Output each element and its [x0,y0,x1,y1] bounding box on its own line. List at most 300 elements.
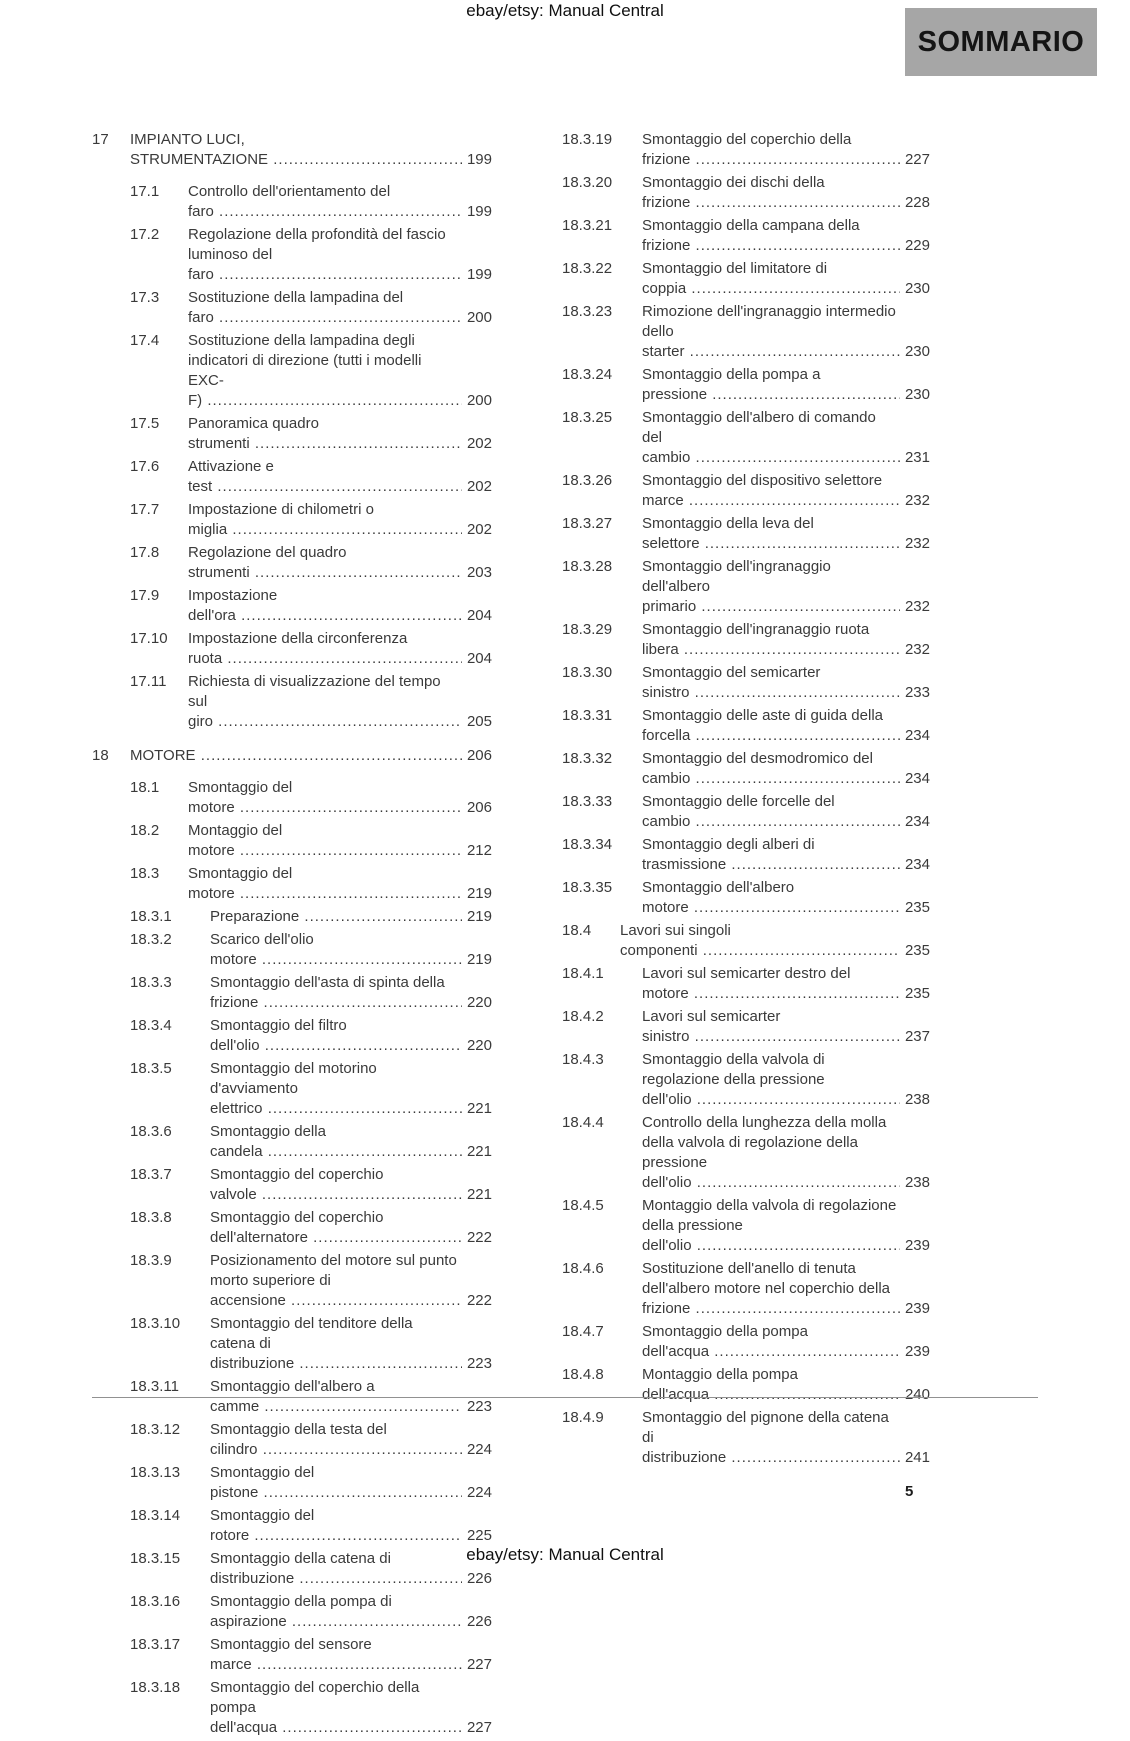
toc-entry-page: 239 [900,1342,930,1362]
toc-entry-page: 225 [462,1526,492,1546]
toc-entry-page: 204 [462,649,492,669]
toc-entry [524,792,930,832]
toc-entry-number: 18.3.1 [130,908,172,925]
toc-entry-title: Posizionamento del motore sul punto morto superiore di accensione ..... [210,1252,492,1309]
toc-entry-page: 221 [462,1099,492,1119]
toc-entry-title: Scarico dell'olio motore ..... [210,931,492,968]
toc-entry-body [188,543,492,583]
toc-entry-number: 18.3.10 [130,1315,181,1332]
toc-entry-body [210,907,492,927]
toc-entry-page: 234 [900,726,930,746]
toc-entry-number: 18.3.30 [562,664,613,681]
toc-entry-page: 234 [900,812,930,832]
toc-entry-body [642,471,930,511]
toc-entry-body [642,1050,930,1110]
toc-entry [524,1007,930,1047]
toc-entry-title: Smontaggio del motorino d'avviamento elettrico ..... [210,1060,492,1117]
toc-entry-page: 205 [462,712,492,732]
toc-entry-body [642,130,930,170]
toc-entry-title: Smontaggio della campana della frizione ..... [642,217,930,254]
toc-entry-page: 227 [462,1718,492,1738]
toc-entry-title: MOTORE ..... [130,747,492,764]
toc-entry-number: 18.1 [130,779,160,796]
toc-entry-number: 18.3.7 [130,1166,172,1183]
toc-entry-number: 17.4 [130,332,160,349]
toc-entry-page: 233 [900,683,930,703]
toc-entry [92,1592,492,1632]
toc-entry-page: 206 [462,798,492,818]
toc-entry [524,1322,930,1362]
toc-entry [524,259,930,299]
toc-entry [524,620,930,660]
toc-entry-number: 18.3.2 [130,931,172,948]
toc-entry [92,1420,492,1460]
toc-entry-number: 18.4.6 [562,1260,604,1277]
toc-entry-number: 17.10 [130,630,168,647]
toc-entry-body [642,1365,930,1405]
toc-entry-title: Attivazione e test ..... [188,458,492,495]
toc-entry-page: 230 [900,385,930,405]
toc-entry-title: Smontaggio dell'ingranaggio ruota libera ..... [642,621,930,658]
toc-entry [92,1208,492,1248]
toc-entry-page: 224 [462,1483,492,1503]
toc-entry-body [642,878,930,918]
toc-entry-number: 18.3.6 [130,1123,172,1140]
toc-entry-number: 18.4.5 [562,1197,604,1214]
toc-entry [524,1365,930,1405]
toc-entry-title: Smontaggio dell'ingranaggio dell'albero primario ..... [642,558,930,615]
toc-entry-page: 229 [900,236,930,256]
toc-entry [92,1314,492,1374]
toc-entry-number: 18.3.11 [130,1378,179,1395]
toc-entry [92,586,492,626]
toc-entry-body [642,173,930,213]
toc-entry-page: 221 [462,1142,492,1162]
toc-entry [92,1635,492,1675]
toc-entry-title: Smontaggio del pignone della catena di distribuzione ..... [642,1409,930,1466]
toc-entry-body [188,586,492,626]
toc-entry-title: Preparazione ..... [210,908,492,925]
toc-entry-title: Impostazione della circonferenza ruota ..... [188,630,492,667]
toc-entry-page: 234 [900,855,930,875]
toc-entry [92,331,492,411]
toc-entry-number: 18.3.16 [130,1593,181,1610]
toc-entry-number: 18.3.8 [130,1209,172,1226]
toc-entry-number: 18.4 [562,922,592,939]
toc-entry-title: Controllo della lunghezza della molla della valvola di regolazione della pressione dell'olio ..... [642,1114,930,1191]
toc-entry-title: Smontaggio del rotore ..... [210,1507,492,1544]
toc-entry [92,1463,492,1503]
footer-divider [92,1397,1038,1398]
toc-entry-body [642,835,930,875]
toc-entry-number: 18.3.35 [562,879,613,896]
toc-entry [92,864,492,904]
toc-entry-title: Panoramica quadro strumenti ..... [188,415,492,452]
toc-entry [92,746,492,766]
toc-entry-body [188,821,492,861]
toc-entry-page: 199 [462,202,492,222]
toc-entry [92,1506,492,1546]
toc-entry-title: Smontaggio del motore ..... [188,779,492,816]
toc-entry [524,302,930,362]
toc-entry-number: 18.3.31 [562,707,613,724]
toc-entry-page: 228 [900,193,930,213]
toc-entry [92,821,492,861]
toc-entry-body [210,1122,492,1162]
toc-entry-body [188,500,492,540]
toc-entry-page: 239 [900,1299,930,1319]
toc-entry-number: 18.3.32 [562,750,613,767]
toc-entry-title: Smontaggio del coperchio valvole ..... [210,1166,492,1203]
toc-entry-number: 17.3 [130,289,160,306]
toc-entry-number: 18.3.4 [130,1017,172,1034]
toc-entry-title: Smontaggio del semicarter sinistro ..... [642,664,930,701]
toc-entry-body [210,1165,492,1205]
toc-entry-title: Smontaggio della catena di distribuzione ..... [210,1550,492,1587]
toc-entry-page: 219 [462,950,492,970]
toc-entry [524,216,930,256]
page-number: 5 [905,1483,914,1500]
toc-entry [92,1059,492,1119]
toc-entry-body [642,216,930,256]
toc-entry-body [642,1007,930,1047]
toc-entry-number: 18.3.13 [130,1464,181,1481]
toc-entry-title: Sostituzione dell'anello di tenuta dell'albero motore nel coperchio della frizione ..... [642,1260,930,1317]
toc-entry-number: 18.3.22 [562,260,613,277]
toc-entry-body [642,1113,930,1193]
toc-entry-title: Montaggio della valvola di regolazione della pressione dell'olio ..... [642,1197,930,1254]
toc-entry-page: 227 [900,150,930,170]
toc-entry-title: Smontaggio del coperchio dell'alternatore ..... [210,1209,492,1246]
toc-entry-title: IMPIANTO LUCI, STRUMENTAZIONE ..... [130,131,492,168]
toc-entry-body [188,778,492,818]
toc-entry-number: 18.4.4 [562,1114,604,1131]
toc-entry-body [642,557,930,617]
toc-entry-number: 18.3.23 [562,303,613,320]
toc-entry-number: 18.3.34 [562,836,613,853]
toc-entry-title: Rimozione dell'ingranaggio intermedio dello starter ..... [642,303,930,360]
toc-column-left [92,130,492,1741]
toc-entry [92,414,492,454]
toc-entry-title: Smontaggio dell'albero motore ..... [642,879,930,916]
toc-entry [524,835,930,875]
toc-entry-page: 234 [900,769,930,789]
toc-entry [524,878,930,918]
toc-entry-number: 18.2 [130,822,160,839]
toc-entry-body [210,1314,492,1374]
toc-entry-number: 17.9 [130,587,160,604]
toc-entry-title: Lavori sul semicarter destro del motore ..... [642,965,930,1002]
toc-entry-title: Smontaggio del motore ..... [188,865,492,902]
toc-entry [524,749,930,789]
toc-entry-page: 222 [462,1291,492,1311]
toc-entry-body [620,921,930,961]
footer-watermark: ebay/etsy: Manual Central [466,1545,664,1564]
toc-entry-body [642,964,930,1004]
toc-entry [92,629,492,669]
toc-entry-title: Impostazione dell'ora ..... [188,587,492,624]
toc-entry-body [210,1678,492,1738]
toc-entry-page: 220 [462,993,492,1013]
toc-entry-title: Smontaggio del coperchio della frizione ..... [642,131,930,168]
toc-entry-body [210,1506,492,1546]
toc-entry-body [188,288,492,328]
toc-entry-body [642,259,930,299]
toc-entry [524,408,930,468]
toc-entry-page: 222 [462,1228,492,1248]
toc-entry-body [642,706,930,746]
toc-entry-page: 204 [462,606,492,626]
toc-entry-number: 17.8 [130,544,160,561]
toc-entry-body [642,663,930,703]
toc-entry [92,907,492,927]
toc-entry-title: Smontaggio del tenditore della catena di distribuzione ..... [210,1315,492,1372]
toc-entry-number: 18.3.5 [130,1060,172,1077]
toc-entry-title: Smontaggio del desmodromico del cambio ..... [642,750,930,787]
toc-entry [524,1408,930,1468]
toc-entry-body [642,365,930,405]
toc-entry [92,672,492,732]
toc-entry-title: Smontaggio della valvola di regolazione della pressione dell'olio ..... [642,1051,930,1108]
toc-entry-page: 226 [462,1569,492,1589]
toc-entry-number: 18.3.12 [130,1421,181,1438]
toc-entry [92,288,492,328]
toc-entry-page: 230 [900,279,930,299]
toc-entry-number: 18.3.26 [562,472,613,489]
toc-entry-number: 17.1 [130,183,160,200]
toc-column-right [524,130,930,1471]
toc-entry-title: Controllo dell'orientamento del faro ..... [188,183,492,220]
toc-entry [524,557,930,617]
toc-entry-number: 17 [92,131,109,148]
toc-entry-number: 18.4.8 [562,1366,604,1383]
toc-entry-number: 18.3.29 [562,621,613,638]
toc-entry-title: Smontaggio dell'albero di comando del cambio ..... [642,409,930,466]
toc-entry-page: 199 [462,265,492,285]
toc-entry-title: Smontaggio della pompa dell'acqua ..... [642,1323,930,1360]
toc-entry-body [210,1463,492,1503]
toc-entry [524,921,930,961]
toc-entry-body [210,930,492,970]
toc-entry-page: 232 [900,491,930,511]
toc-entry-page: 232 [900,640,930,660]
toc-entry-body [642,749,930,789]
toc-entry-title: Smontaggio della pompa a pressione ..... [642,366,930,403]
toc-entry-body [130,130,492,170]
toc-entry [524,964,930,1004]
toc-entry-body [210,1251,492,1311]
toc-entry-title: Smontaggio della candela ..... [210,1123,492,1160]
toc-entry-title: Smontaggio della leva del selettore ..... [642,515,930,552]
toc-entry-number: 18.3.19 [562,131,613,148]
toc-entry [92,182,492,222]
toc-entry [524,1259,930,1319]
toc-entry-title: Sostituzione della lampadina del faro ..... [188,289,492,326]
toc-entry [524,1196,930,1256]
toc-entry-number: 17.5 [130,415,160,432]
toc-entry-title: Montaggio della pompa dell'acqua ..... [642,1366,930,1403]
toc-entry-number: 18.4.2 [562,1008,604,1025]
toc-entry-page: 227 [462,1655,492,1675]
toc-entry [92,778,492,818]
toc-entry-body [188,225,492,285]
toc-entry-page: 238 [900,1173,930,1193]
toc-entry [92,973,492,1013]
toc-entry [524,471,930,511]
toc-entry-body [188,331,492,411]
toc-entry-page: 232 [900,534,930,554]
toc-entry-page: 220 [462,1036,492,1056]
toc-entry-number: 18.3.20 [562,174,613,191]
toc-entry-number: 18.4.3 [562,1051,604,1068]
toc-entry-number: 18.3.25 [562,409,613,426]
toc-entry-number: 17.11 [130,673,167,690]
toc-entry [92,130,492,170]
toc-entry-page: 235 [900,898,930,918]
toc-entry-title: Lavori sui singoli componenti ..... [620,922,930,959]
toc-entry-number: 18.3 [130,865,160,882]
toc-entry-title: Smontaggio del pistone ..... [210,1464,492,1501]
toc-entry-page: 241 [900,1448,930,1468]
toc-entry-number: 17.2 [130,226,160,243]
toc-entry-number: 18.3.24 [562,366,613,383]
toc-entry-body [642,1259,930,1319]
toc-entry-number: 18.4.7 [562,1323,604,1340]
toc-entry-number: 18.3.21 [562,217,613,234]
toc-entry-body [210,973,492,1013]
toc-entry-number: 18.4.1 [562,965,604,982]
toc-entry-page: 200 [462,308,492,328]
toc-entry-title: Sostituzione della lampadina degli indicatori di direzione (tutti i modelli EXC-F) ..... [188,332,492,409]
toc-entry-page: 202 [462,477,492,497]
toc-entry-title: Smontaggio del filtro dell'olio ..... [210,1017,492,1054]
toc-entry-title: Smontaggio degli alberi di trasmissione ..... [642,836,930,873]
toc-entry-body [210,1420,492,1460]
toc-entry-title: Smontaggio delle forcelle del cambio ..... [642,793,930,830]
toc-entry-number: 18.3.15 [130,1550,181,1567]
header-watermark: ebay/etsy: Manual Central [466,1,664,20]
toc-entry-body [210,1059,492,1119]
toc-entry-number: 18.3.17 [130,1636,181,1653]
toc-entry-page: 206 [462,746,492,766]
toc-entry-body [642,1196,930,1256]
toc-entry-body [188,182,492,222]
toc-entry-title: Richiesta di visualizzazione del tempo sul giro ..... [188,673,492,730]
toc-entry-page: 232 [900,597,930,617]
toc-entry-body [188,414,492,454]
toc-entry-page: 231 [900,448,930,468]
toc-entry [92,1016,492,1056]
toc-entry-body [642,1408,930,1468]
toc-entry-page: 240 [900,1385,930,1405]
toc-entry [524,1050,930,1110]
toc-entry-body [210,1592,492,1632]
toc-entry [92,930,492,970]
toc-entry-body [188,672,492,732]
toc-entry-number: 18.4.9 [562,1409,604,1426]
toc-entry-page: 239 [900,1236,930,1256]
toc-entry-body [188,629,492,669]
toc-entry-number: 18.3.28 [562,558,613,575]
toc-entry [92,1251,492,1311]
toc-entry [524,706,930,746]
toc-entry-number: 17.7 [130,501,160,518]
toc-entry-number: 18.3.18 [130,1679,181,1696]
toc-entry [92,457,492,497]
toc-entry-title: Montaggio del motore ..... [188,822,492,859]
toc-entry-title: Smontaggio delle aste di guida della forcella ..... [642,707,930,744]
toc-entry-title: Smontaggio dei dischi della frizione ..... [642,174,930,211]
toc-entry-title: Smontaggio della pompa di aspirazione ..... [210,1593,492,1630]
toc-entry-title: Smontaggio del limitatore di coppia ..... [642,260,930,297]
toc-entry-title: Lavori sul semicarter sinistro ..... [642,1008,930,1045]
toc-entry-title: Smontaggio del dispositivo selettore marce ..... [642,472,930,509]
toc-entry-title: Smontaggio del coperchio della pompa dell'acqua ..... [210,1679,492,1736]
toc-entry-title: Smontaggio dell'albero a camme ..... [210,1378,492,1415]
toc-entry [92,225,492,285]
toc-entry-page: 203 [462,563,492,583]
toc-entry [92,1165,492,1205]
toc-entry-title: Smontaggio dell'asta di spinta della frizione ..... [210,974,492,1011]
toc-entry-page: 223 [462,1354,492,1374]
toc-entry-page: 212 [462,841,492,861]
toc-entry-body [642,1322,930,1362]
sommario-tab: SOMMARIO [905,8,1097,76]
toc-entry-number: 18 [92,747,109,764]
toc-entry-page: 221 [462,1185,492,1205]
toc-entry-title: Regolazione della profondità del fascio luminoso del faro ..... [188,226,492,283]
toc-entry-page: 202 [462,520,492,540]
toc-entry-page: 226 [462,1612,492,1632]
toc-entry [524,130,930,170]
toc-entry-body [642,792,930,832]
toc-entry-number: 18.3.3 [130,974,172,991]
toc-entry-page: 199 [462,150,492,170]
toc-entry [92,1678,492,1738]
toc-entry [524,1113,930,1193]
toc-entry-body [188,864,492,904]
toc-entry-page: 235 [900,941,930,961]
toc-entry-page: 202 [462,434,492,454]
toc-entry [524,173,930,213]
toc-entry-page: 219 [462,907,492,927]
toc-entry-number: 17.6 [130,458,160,475]
toc-entry-page: 219 [462,884,492,904]
toc-entry [524,365,930,405]
toc-entry [524,514,930,554]
toc-entry [524,663,930,703]
toc-entry-title: Impostazione di chilometri o miglia ..... [188,501,492,538]
toc-entry-page: 238 [900,1090,930,1110]
toc-entry-title: Smontaggio della testa del cilindro ..... [210,1421,492,1458]
toc-entry-page: 224 [462,1440,492,1460]
toc-entry-number: 18.3.14 [130,1507,181,1524]
toc-entry-body [210,1016,492,1056]
toc-entry-body [642,620,930,660]
toc-entry-number: 18.3.33 [562,793,613,810]
toc-entry-body [210,1208,492,1248]
toc-entry-page: 235 [900,984,930,1004]
toc-entry [92,500,492,540]
toc-entry-body [642,514,930,554]
toc-entry-page: 237 [900,1027,930,1047]
toc-entry-body [188,457,492,497]
toc-entry-title: Regolazione del quadro strumenti ..... [188,544,492,581]
toc-entry-body [210,1635,492,1675]
toc-entry-number: 18.3.27 [562,515,613,532]
toc-entry [92,543,492,583]
toc-entry-title: Smontaggio del sensore marce ..... [210,1636,492,1673]
